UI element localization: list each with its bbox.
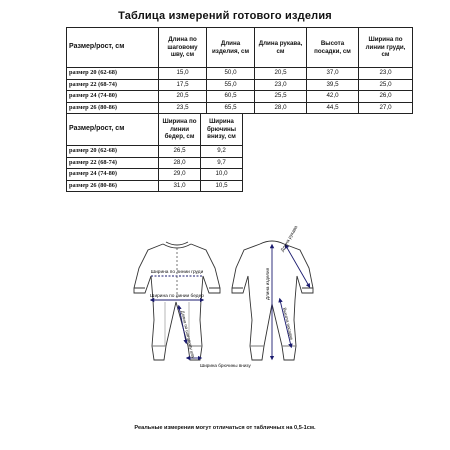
value-cell: 25,5 [255,91,307,103]
value-cell: 26,0 [359,91,413,103]
column-header: Длина по шаговому шву, см [159,28,207,68]
column-header: Длина рукава, см [255,28,307,68]
value-cell: 50,0 [207,68,255,80]
size-cell: размер 20 (62-68) [67,146,159,158]
value-cell: 55,0 [207,79,255,91]
footnote: Реальные измерения могут отличаться от табличных на 0,5-1см. [134,425,316,431]
column-header: Ширина по линии бедер, см [159,114,201,146]
inseam-length-label: Длина по шаговому шву [180,310,196,360]
value-cell: 65,5 [207,102,255,114]
value-cell: 23,0 [359,68,413,80]
value-cell: 28,0 [159,157,201,169]
size-cell: размер 24 (74-80) [67,169,159,181]
value-cell: 42,0 [307,91,359,103]
total-length-label: Длина изделия [265,267,270,300]
value-cell: 10,5 [201,180,243,192]
value-cell: 23,0 [255,79,307,91]
back-measurements [272,246,309,358]
size-cell: размер 24 (74-80) [67,91,159,103]
value-cell: 9,2 [201,146,243,158]
size-cell: размер 26 (80-86) [67,102,159,114]
value-cell: 44,5 [307,102,359,114]
size-cell: размер 22 (68-74) [67,157,159,169]
value-cell: 60,5 [207,91,255,103]
value-cell: 28,0 [255,102,307,114]
hip-width-label: Ширина по линии бедер [150,294,204,299]
value-cell: 39,5 [307,79,359,91]
value-cell: 10,0 [201,169,243,181]
value-cell: 26,5 [159,146,201,158]
value-cell: 27,0 [359,102,413,114]
front-view-drawing [134,242,220,360]
value-cell: 15,0 [159,68,207,80]
value-cell: 20,5 [255,68,307,80]
column-header: Размер/рост, см [67,28,159,68]
value-cell: 20,5 [159,91,207,103]
sleeve-length-label: Длина рукава [279,224,299,253]
rise-height-label: Высота посадки [282,307,295,341]
value-cell: 25,0 [359,79,413,91]
leg-width-label: Ширина брючины внизу [200,363,251,368]
value-cell: 37,0 [307,68,359,80]
size-cell: размер 26 (80-86) [67,180,159,192]
column-header: Размер/рост, см [67,114,159,146]
size-cell: размер 20 (62-68) [67,68,159,80]
value-cell: 29,0 [159,169,201,181]
value-cell: 17,5 [159,79,207,91]
column-header: Длина изделия, см [207,28,255,68]
size-cell: размер 22 (68-74) [67,79,159,91]
back-view-drawing [232,241,313,360]
value-cell: 31,0 [159,180,201,192]
page-title: Таблица измерений готового изделия [118,10,332,22]
column-header: Ширина по линии груди, см [359,28,413,68]
value-cell: 9,7 [201,157,243,169]
column-header: Высота посадки, см [307,28,359,68]
column-header: Ширина брючины внизу, см [201,114,243,146]
value-cell: 23,5 [159,102,207,114]
chest-width-label: Ширина по линии груди [150,270,204,275]
